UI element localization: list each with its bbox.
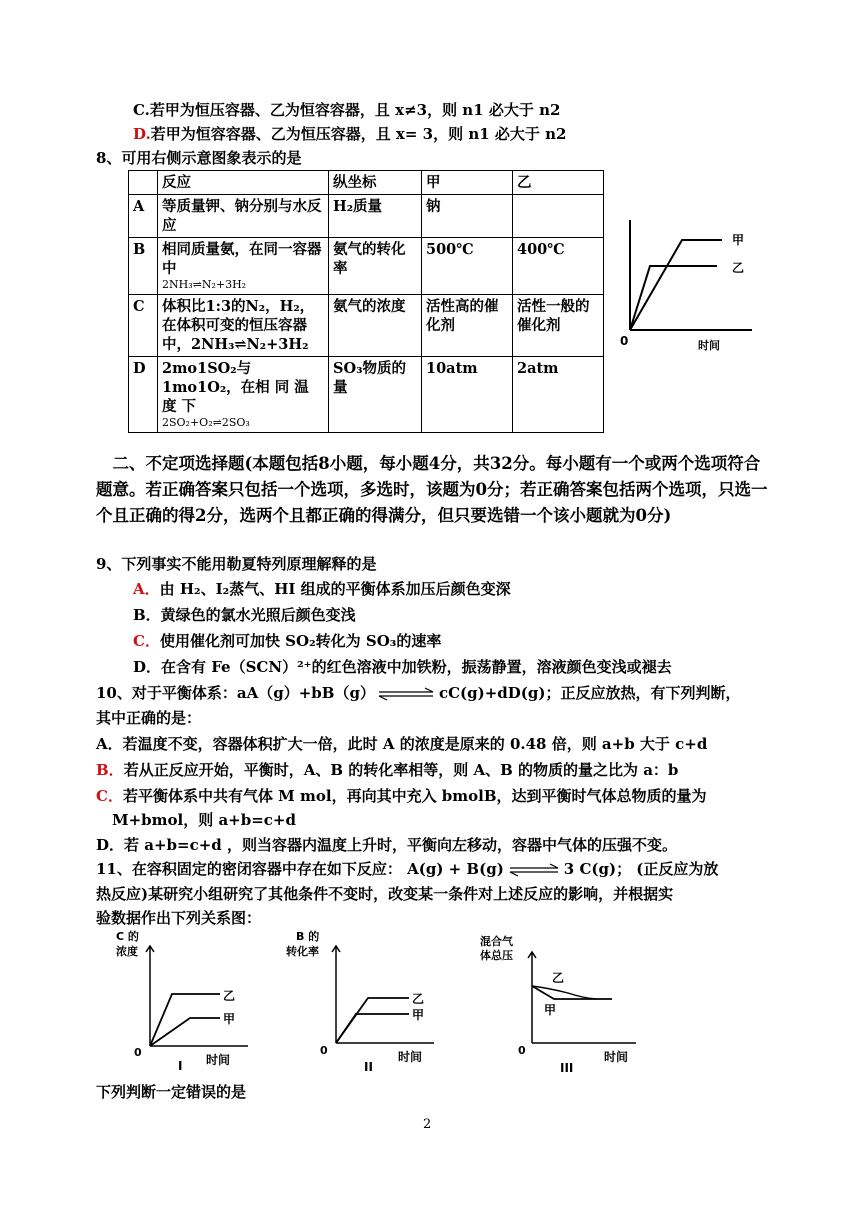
q8-row-id: D [129, 357, 158, 433]
q11-graph-ii-x-label: 时间 [398, 1050, 423, 1064]
q11-graph-ii-yi-line [336, 998, 409, 1043]
q11-graph-i-ylabel2: 浓度 [116, 945, 138, 958]
q11-graph-i-origin: 0 [134, 1046, 142, 1059]
q11-graph-ii-jia-label: 甲 [412, 1008, 425, 1022]
q8-graph-yi-label: 乙 [732, 261, 745, 275]
q10-option-a: A．若温度不变，容器体积扩大一倍，此时 A 的浓度是原来的 0.48 倍，则 a+b 大于 c+d [96, 735, 708, 753]
q8-row-yi: 2atm [513, 357, 604, 433]
q9-option-c-letter: C． [133, 632, 160, 650]
equilibrium-arrow-icon [504, 863, 564, 877]
q8-header-reaction: 反应 [158, 171, 329, 195]
q8-header-yi: 乙 [513, 171, 604, 195]
q11-graph-ii-origin: 0 [320, 1044, 328, 1057]
q11-stem-part1: 11、在容积固定的密闭容器中存在如下反应： A(g) + B(g) [96, 860, 504, 878]
q8-row-c [129, 295, 604, 357]
q8-row-reaction: 体积比1:3的N₂，H₂，在体积可变的恒压容器中，2NH₃⇌N₂+3H₂ [158, 295, 329, 357]
q8-row-ycoord: 氨气的转化率 [329, 238, 422, 295]
q8-row-yi [513, 195, 604, 238]
q7-option-d-text: 若甲为恒容容器、乙为恒压容器，且 x= 3，则 n1 必大于 n2 [150, 125, 567, 143]
q7-option-d-letter: D. [133, 125, 151, 143]
q9-option-b: B．黄绿色的氯水光照后颜色变浅 [133, 606, 356, 624]
q11-graph-ii [284, 928, 444, 1083]
q11-graph-iii-ylabel1: 混合气 [480, 935, 513, 948]
q10-stem-line1 [96, 683, 740, 703]
q11-graph-ii-ylabel1: B 的 [296, 930, 320, 943]
q10-option-c-text: 若平衡体系中共有气体 M mol，再向其中充入 bmolB，达到平衡时气体总物质的量为 [122, 787, 707, 805]
q11-graph-iii-x-label: 时间 [604, 1050, 629, 1064]
q8-header-ycoord: 纵坐标 [329, 171, 422, 195]
q11-graph-i [110, 928, 260, 1083]
q11-graph-i-yi-label: 乙 [223, 989, 236, 1003]
q11-graph-ii-roman: II [364, 1060, 373, 1074]
q11-stem-line2: 热反应)某研究小组研究了其他条件不变时，改变某一条件对上述反应的影响，并根据实 [96, 885, 674, 903]
q8-row-ycoord: 氨气的浓度 [329, 295, 422, 357]
q8-row-reaction-cell [158, 238, 329, 295]
page-number: 2 [423, 1117, 432, 1132]
q11-graph-iii-jia-label: 甲 [544, 1003, 557, 1017]
q10-option-c-cont: M+bmol，则 a+b=c+d [112, 811, 296, 829]
q7-option-c: C.若甲为恒压容器、乙为恒容容器，且 x≠3，则 n1 必大于 n2 [133, 101, 561, 119]
q11-graph-i-roman: I [178, 1059, 183, 1073]
q11-graph-i-ylabel1: C 的 [116, 930, 139, 943]
q11-graph-iii-yi-label: 乙 [552, 971, 565, 985]
q11-stem-line3: 验数据作出下列关系图： [96, 909, 262, 927]
q8-row-id: A [129, 195, 158, 238]
q8-row-a [129, 195, 604, 238]
q10-stem-part2: cC(g)+dD(g)；正反应放热，有下列判断， [438, 684, 741, 702]
q8-row-b [129, 238, 604, 295]
q8-graph-yi-line [630, 266, 717, 330]
q11-stem-part2: 3 C(g)； (正反应为放 [563, 860, 719, 878]
q11-graph-iii [478, 928, 643, 1083]
q9-option-a-letter: A． [133, 580, 160, 598]
q8-row-reaction: 相同质量氨，在同一容器中 [162, 241, 322, 277]
q10-option-d: D．若 a+b=c+d ，则当容器内温度上升时，平衡向左移动，容器中气体的压强不变。 [96, 836, 677, 854]
q8-row-jia: 500℃ [422, 238, 513, 295]
q8-graph-jia-label: 甲 [732, 233, 745, 247]
q10-option-b [96, 760, 678, 780]
q8-row-reaction-cell [158, 357, 329, 433]
q11-graph-ii-yi-label: 乙 [412, 992, 425, 1006]
q9-option-c-text: 使用催化剂可加快 SO₂转化为 SO₃的速率 [159, 632, 442, 650]
q8-table [128, 170, 604, 433]
q11-graph-iii-origin: 0 [518, 1044, 526, 1057]
q9-option-a-text: 由 H₂、I₂蒸气、HI 组成的平衡体系加压后颜色变深 [159, 580, 511, 598]
q10-option-c [96, 786, 707, 806]
q8-row-d [129, 357, 604, 433]
q11-graph-i-x-label: 时间 [206, 1053, 231, 1067]
q8-row-equation: 2NH₃⇌N₂+3H₂ [162, 278, 247, 291]
q8-row-yi: 400℃ [513, 238, 604, 295]
q8-row-jia: 活性高的催化剂 [422, 295, 513, 357]
q8-row-ycoord: SO₃物质的量 [329, 357, 422, 433]
q8-row-ycoord: H₂质量 [329, 195, 422, 238]
q8-row-id: B [129, 238, 158, 295]
q9-option-a [133, 579, 511, 599]
q11-graph-ii-jia-line [336, 1014, 409, 1043]
q8-row-jia: 钠 [422, 195, 513, 238]
q8-row-jia: 10atm [422, 357, 513, 433]
q8-graph [612, 210, 762, 355]
q11-graph-iii-roman: III [560, 1061, 574, 1075]
q8-graph-origin: 0 [620, 334, 629, 348]
q8-row-reaction: 等质量钾、钠分别与水反应 [158, 195, 329, 238]
section-2-heading: 二、不定项选择题(本题包括8小题，每小题4分，共32分。每小题有一个或两个选项符合题意。若正确答案只包括一个选项，多选时，该题为0分；若正确答案包括两个选项，只选一个且正确的得2分，选两个且都正确的得满分，但只要选错一个该小题就为0分) [96, 454, 768, 525]
q11-graph-ii-ylabel2: 转化率 [286, 945, 319, 958]
q10-option-c-letter: C． [96, 787, 123, 805]
q8-header-jia: 甲 [422, 171, 513, 195]
q8-row-yi: 活性一般的催化剂 [513, 295, 604, 357]
q10-stem-part1: 10、对于平衡体系：aA（g）+bB（g） [96, 684, 375, 702]
q11-stem-line1 [96, 859, 718, 879]
q10-option-b-text: 若从正反应开始，平衡时，A、B 的转化率相等，则 A、B 的物质的量之比为 a：b [123, 761, 679, 779]
q8-row-id: C [129, 295, 158, 357]
q10-option-b-letter: B． [96, 761, 124, 779]
q8-row-equation: 2SO₂+O₂⇌2SO₃ [162, 416, 250, 429]
q9-option-c [133, 631, 441, 651]
q11-after-text: 下列判断一定错误的是 [96, 1083, 247, 1101]
q10-stem-line2: 其中正确的是： [96, 709, 202, 727]
q8-stem: 8、可用右侧示意图象表示的是 [96, 149, 302, 167]
q8-header-row [129, 171, 604, 195]
equilibrium-arrow-icon [375, 687, 439, 701]
q7-option-d [133, 124, 566, 144]
q11-graph-iii-ylabel2: 体总压 [480, 949, 513, 962]
q11-graph-i-jia-label: 甲 [223, 1012, 236, 1026]
q9-option-d: D．在含有 Fe（SCN）²⁺的红色溶液中加铁粉，振荡静置，溶液颜色变浅或褪去 [133, 658, 672, 676]
q9-stem: 9、下列事实不能用勒夏特列原理解释的是 [96, 555, 377, 573]
q8-graph-x-label: 时间 [698, 339, 720, 352]
q8-row-reaction: 2mo1SO₂与1mo1O₂，在相 同 温 度 下 [162, 360, 309, 415]
